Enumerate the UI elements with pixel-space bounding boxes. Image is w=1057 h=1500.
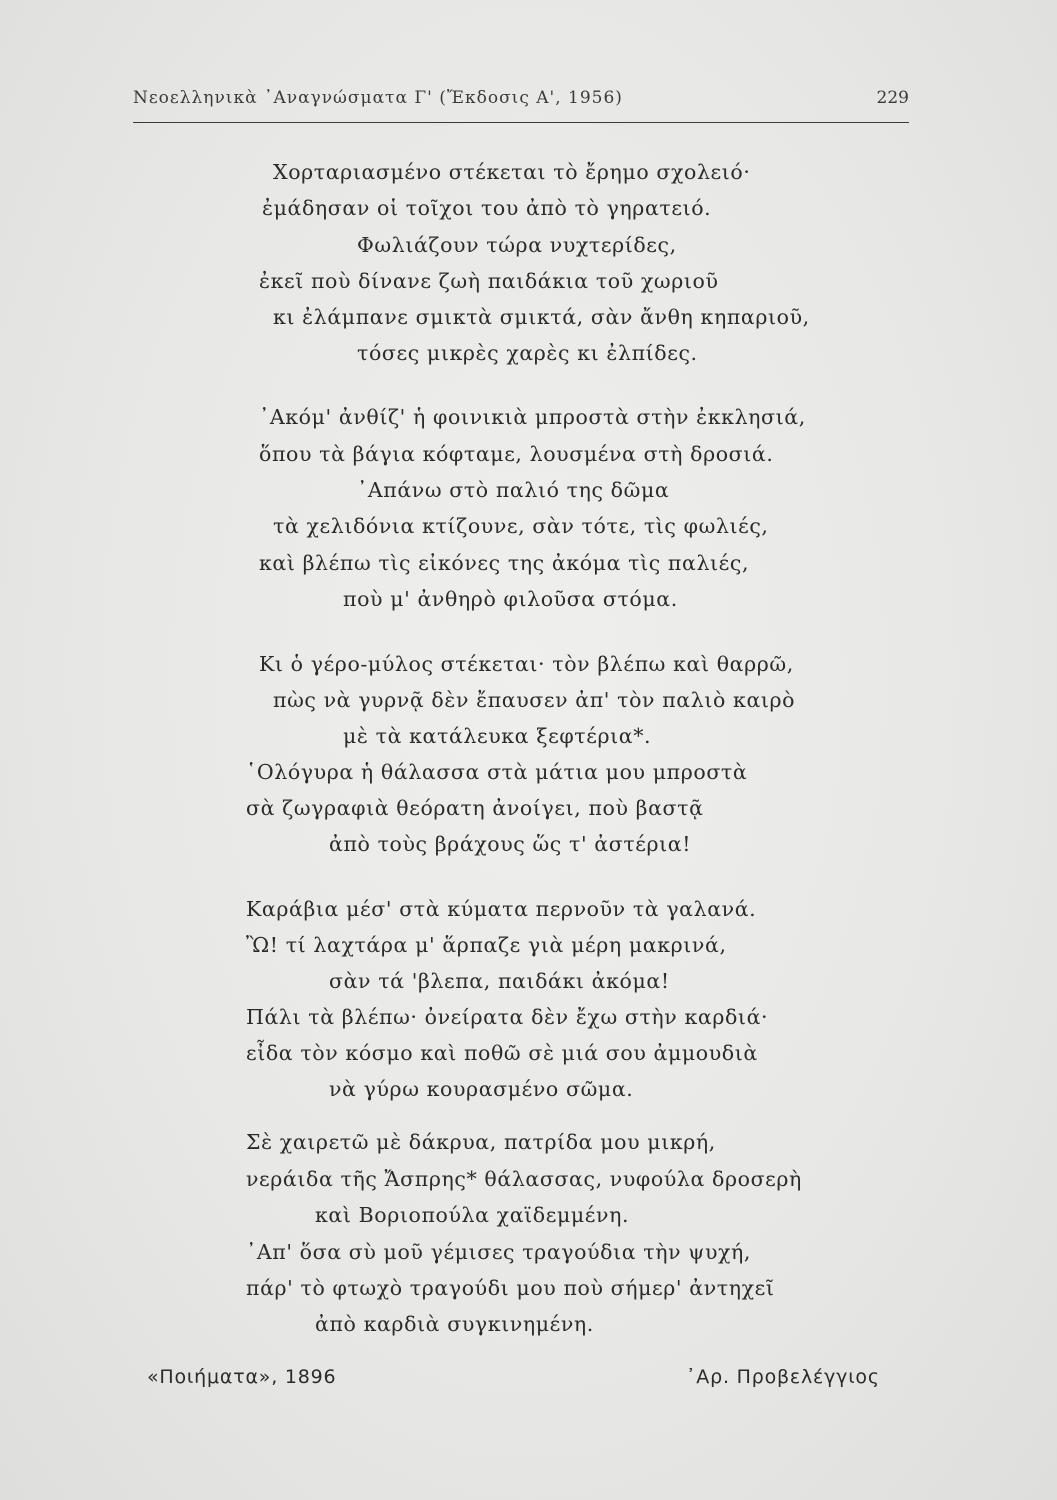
poem-line: εἶδα τὸν κόσμο καὶ ποθῶ σὲ μιά σου ἀμμουδιὰ [246, 1041, 758, 1065]
poem-line: Φωλιάζουν τώρα νυχτερίδες, [357, 233, 677, 257]
poem-line: ὅπου τὰ βάγια κόφταμε, λουσμένα στὴ δροσιά. [259, 442, 774, 466]
poem-line: νεράιδα τῆς Ἄσπρης* θάλασσας, νυφούλα δροσερὴ [246, 1167, 802, 1191]
poem-line: καὶ βλέπω τὶς εἰκόνες της ἀκόμα τὶς παλιές, [259, 551, 750, 575]
poem-line: καὶ Βοριοπούλα χαϊδεμμένη. [315, 1203, 630, 1227]
poem-line: Πάλι τὰ βλέπω· ὀνείρατα δὲν ἔχω στὴν καρδιά· [246, 1005, 769, 1029]
running-header [133, 86, 909, 123]
source-citation: «Ποιήματα», 1896 [147, 1366, 337, 1388]
poem-line: πάρ' τὸ φτωχὸ τραγούδι μου ποὺ σήμερ' ἀντηχεῖ [246, 1276, 775, 1300]
author-name: ᾿Αρ. Προβελέγγιος [686, 1366, 880, 1388]
poem-line: ἀπὸ καρδιὰ συγκινημένη. [315, 1312, 594, 1336]
poem-line: Κι ὁ γέρο-μύλος στέκεται· τὸν βλέπω καὶ θαρρῶ, [259, 652, 794, 676]
poem-line: Ὢ! τί λαχτάρα μ' ἅρπαζε γιὰ μέρη μακρινά, [246, 933, 727, 957]
header-title: Νεοελληνικὰ ᾿Αναγνώσματα Γ' (Ἔκδοσις Α', 1956) [133, 88, 623, 108]
poem-line: κι ἐλάμπανε σμικτὰ σμικτά, σὰν ἄνθη κηπαριοῦ, [273, 305, 810, 329]
poem-line: τὰ χελιδόνια κτίζουνε, σὰν τότε, τὶς φωλιές, [273, 514, 769, 538]
poem-line: ἐμάδησαν οἱ τοῖχοι του ἀπὸ τὸ γηρατειό. [262, 196, 712, 220]
poem-line: ῾Ολόγυρα ἡ θάλασσα στὰ μάτια μου μπροστὰ [246, 760, 748, 784]
poem-line: ᾿Απάνω στὸ παλιό της δῶμα [357, 478, 670, 502]
page-number: 229 [876, 88, 909, 108]
poem-line: ἀπὸ τοὺς βράχους ὥς τ' ἀστέρια! [329, 832, 692, 856]
poem-line: σὰν τά 'βλεπα, παιδάκι ἀκόμα! [329, 969, 670, 993]
poem-line: μὲ τὰ κατάλευκα ξεφτέρια*. [343, 724, 652, 748]
poem-line: ᾿Απ' ὅσα σὺ μοῦ γέμισες τραγούδια τὴν ψυχή, [246, 1240, 752, 1264]
poem-line: νὰ γύρω κουρασμένο σῶμα. [329, 1077, 634, 1101]
poem-line: τόσες μικρὲς χαρὲς κι ἐλπίδες. [357, 341, 698, 365]
poem-line: σὰ ζωγραφιὰ θεόρατη ἀνοίγει, ποὺ βαστᾷ [246, 796, 704, 820]
poem-line: πὼς νὰ γυρνᾷ δὲν ἔπαυσεν ἀπ' τὸν παλιὸ καιρὸ [273, 688, 796, 712]
poem-line: Καράβια μέσ' στὰ κύματα περνοῦν τὰ γαλανά. [246, 897, 757, 921]
poem-line: ποὺ μ' ἀνθηρὸ φιλοῦσα στόμα. [343, 587, 678, 611]
poem-line: Σὲ χαιρετῶ μὲ δάκρυα, πατρίδα μου μικρή, [246, 1130, 716, 1154]
poem-line: Χορταριασμένο στέκεται τὸ ἔρημο σχολειό· [273, 160, 751, 184]
poem-line: ἐκεῖ ποὺ δίνανε ζωὴ παιδάκια τοῦ χωριοῦ [259, 269, 719, 293]
poem-line: ᾿Ακόμ' ἀνθίζ' ἡ φοινικιὰ μπροστὰ στὴν ἐκκλησιά, [259, 405, 806, 429]
